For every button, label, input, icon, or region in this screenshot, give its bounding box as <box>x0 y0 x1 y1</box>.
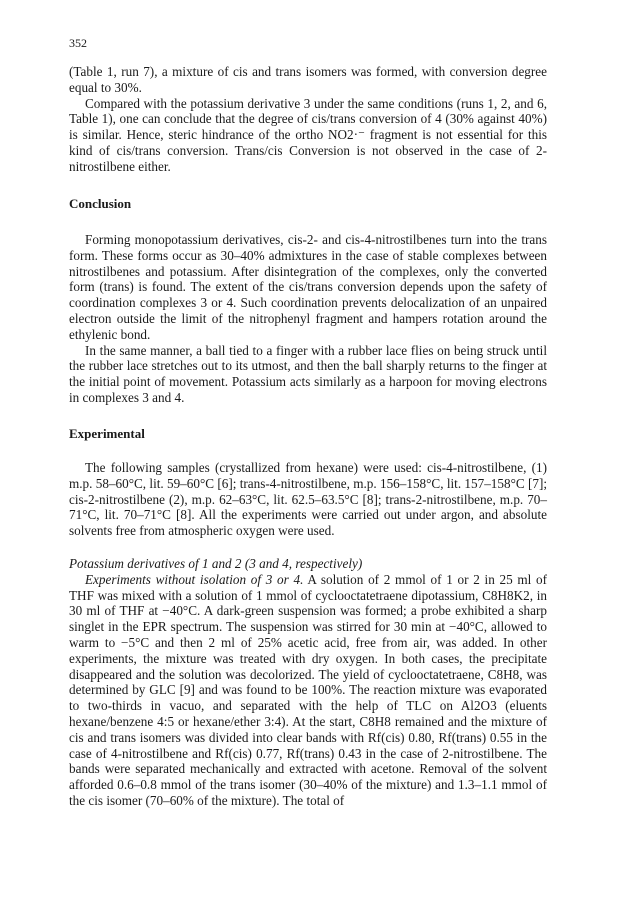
para-top: (Table 1, run 7), a mixture of cis and trans isomers was formed, with conversion degree equal to 30%. <box>69 64 547 95</box>
section-experimental <box>69 460 547 539</box>
para-conclusion-2: In the same manner, a ball tied to a finger with a rubber lace flies on being struck until the rubber lace stretches out to its utmost, and then the ball sharply returns to the finger at the initial point of movement. Potassium acts similarly as a harpoon for moving electrons in complexes 3 and 4. <box>69 342 547 405</box>
para-exp-1: The following samples (crystallized from hexane) were used: cis-4-nitrostilbene, (1) m.p. 58–60°C, lit. 59–60°C [6]; trans-4-nitrostilbene, m.p. 156–158°C, lit. 157–158°C [7]; cis-2-nitrostilbene (2), m.p. 62–63°C, lit. 62.5–63.5°C [8]; trans-2-nitrostilbene, m.p. 70–71°C, lit. 70–71°C [8]. All the experiments were carried out under argon, and absolute solvents free from atmospheric oxygen were used. <box>69 460 547 539</box>
section-potassium <box>69 556 547 809</box>
para-exp-2: A solution of 2 mmol of 1 or 2 in 25 ml of THF was mixed with a solution of 1 mmol of cyclooctatetraene dipotassium, C8H8K2, in 30 ml of THF at −40°C. A dark-green suspension was formed; a probe exhibited a sharp singlet in the EPR spectrum. The suspension was stirred for 30 min at −40°C, allowed to warm to −5°C and then 2 ml of 25% acetic acid, free from air, was added. In other experiments, the mixture was treated with dry oxygen. In both cases, the precipitate disappeared and the solution was decolorized. The yield of cyclooctatetraene, C8H8, was determined by GLC [9] and was found to be 100%. The reaction mixture was evaporated to two-thirds in vacuo, and separated with the help of TLC on Al2O3 (eluents hexane/benzene 4:5 or hexane/ether 3:4). At the start, C8H8 remained and the mixture of cis and trans isomers was divided into clear bands with Rf(cis) 0.80, Rf(trans) 0.55 in the case of 4-nitrostilbene and Rf(cis) 0.77, Rf(trans) 0.43 in the case of 2-nitrostilbene. The bands were separated mechanically and extracted with acetone. Removal of the solvent afforded 0.6–0.8 mmol of the trans isomer (30–40% of the mixture) and 1.3–1.1 mmol of the cis isomer (70–60% of the mixture). The total of <box>69 571 548 808</box>
subsubheading-experiments: Experiments without isolation of 3 or 4. <box>85 571 304 587</box>
para-compare: Compared with the potassium derivative 3 under the same conditions (runs 1, 2, and 6, Table 1), one can conclude that the degree of cis/trans conversion of 4 (30% against 40%) is similar. Hence, steric hindrance of the ortho NO2·⁻ fragment is not essential for this kind of cis/trans conversion. Trans/cis Conversion is not observed in the case of 2-nitrostilbene either. <box>69 95 547 174</box>
heading-experimental: Experimental <box>69 426 145 441</box>
para-conclusion-1: Forming monopotassium derivatives, cis-2- and cis-4-nitrostilbenes turn into the trans form. These forms occur as 30–40% admixtures in the case of stable complexes between nitrostilbenes and potassium. After disintegration of the complexes, only the converted form (trans) is found. The extent of the cis/trans conversion depends upon the safety of coordination complexes 3 or 4. Such coordination prevents delocalization of an unpaired electron outside the limit of the nitrophenyl fragment and hampers rotation around the ethylenic bond. <box>69 232 547 342</box>
page-number: 352 <box>69 36 87 50</box>
section-conclusion <box>69 232 547 406</box>
subheading-potassium: Potassium derivatives of 1 and 2 (3 and 4, respectively) <box>69 556 363 571</box>
heading-conclusion: Conclusion <box>69 196 132 211</box>
paragraph-continuation <box>69 64 547 175</box>
